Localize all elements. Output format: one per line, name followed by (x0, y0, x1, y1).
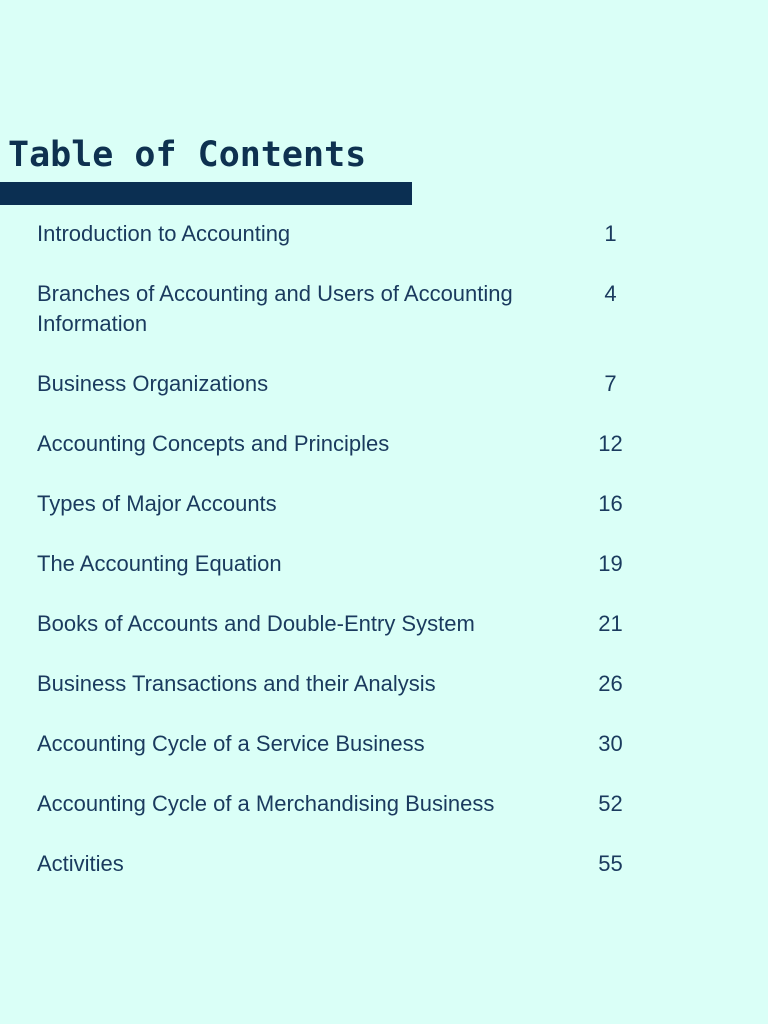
toc-entry-label: Business Organizations (37, 371, 269, 396)
toc-entry[interactable] (37, 609, 677, 639)
toc-entry-page-number: 19 (598, 551, 623, 576)
toc-entry[interactable] (37, 219, 677, 249)
toc-entry[interactable] (37, 489, 677, 519)
toc-entry[interactable] (37, 279, 677, 339)
toc-entry-label: Accounting Cycle of a Merchandising Business (37, 791, 495, 816)
toc-entry-label: Branches of Accounting and Users of Accounting Information (37, 281, 513, 336)
toc-entry-label: Activities (37, 851, 124, 876)
title-underline-bar (0, 182, 412, 205)
toc-entry[interactable] (37, 549, 677, 579)
toc-entry-label: Types of Major Accounts (37, 491, 277, 516)
toc-entry[interactable] (37, 669, 677, 699)
toc-entry[interactable] (37, 789, 677, 819)
toc-entry-page-number: 16 (598, 491, 623, 516)
toc-entry-page-number: 30 (598, 731, 623, 756)
toc-entry-page-number: 21 (598, 611, 623, 636)
toc-entry-page-number: 52 (598, 791, 623, 816)
toc-entry-page-number: 4 (604, 281, 617, 306)
page-title: Table of Contents (8, 135, 367, 175)
toc-entry-page-number: 1 (604, 221, 617, 246)
toc-entry-label: Accounting Cycle of a Service Business (37, 731, 425, 756)
toc-entry[interactable] (37, 369, 677, 399)
toc-entry-page-number: 55 (598, 851, 623, 876)
toc-list (37, 219, 677, 909)
toc-entry-label: The Accounting Equation (37, 551, 282, 576)
toc-entry[interactable] (37, 849, 677, 879)
toc-entry[interactable] (37, 729, 677, 759)
toc-entry-label: Introduction to Accounting (37, 221, 291, 246)
toc-entry-label: Accounting Concepts and Principles (37, 431, 390, 456)
toc-entry-label: Books of Accounts and Double-Entry System (37, 611, 475, 636)
toc-entry-page-number: 7 (604, 371, 617, 396)
toc-entry-label: Business Transactions and their Analysis (37, 671, 436, 696)
toc-entry-page-number: 12 (598, 431, 623, 456)
toc-entry-page-number: 26 (598, 671, 623, 696)
toc-entry[interactable] (37, 429, 677, 459)
